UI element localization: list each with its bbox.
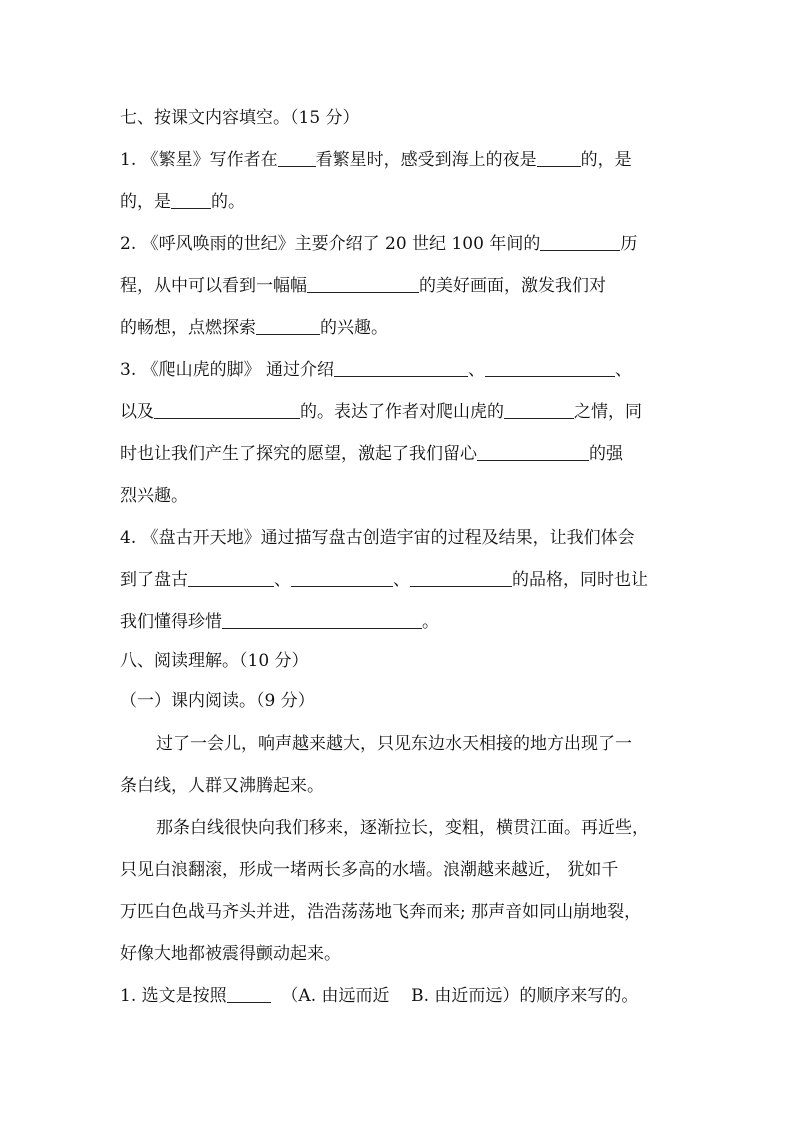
- section-7-title: 七、按课文内容填空。（15 分）: [120, 108, 360, 128]
- q4-text: 的品格，同时也让: [512, 570, 648, 590]
- reading-q1-blank[interactable]: [227, 984, 271, 1003]
- q3-line-2: [120, 399, 642, 425]
- q4-blank-1[interactable]: [188, 568, 274, 587]
- q4-line-2: [120, 567, 648, 593]
- passage-line: 过了一会儿，响声越来越大，只见东边水天相接的地方出现了一: [156, 734, 632, 754]
- q4-blank-4[interactable]: [222, 610, 422, 629]
- q4-text: 我们懂得珍惜: [120, 612, 222, 632]
- q2-line-1: [120, 231, 637, 257]
- reading-q1-text: （A. 由远而近 B. 由近而远）的顺序来写的。: [270, 986, 639, 1006]
- q4-text: 、: [393, 570, 410, 590]
- passage-line: 条白线，人群又沸腾起来。: [120, 776, 324, 796]
- q3-blank-5[interactable]: [477, 442, 589, 461]
- passage-line: 只见白浪翻滚，形成一堵两长多高的水墙。浪潮越来越近， 犹如千: [120, 860, 619, 880]
- q3-line-1: [120, 357, 632, 383]
- q1-text: 看繁星时，感受到海上的夜是: [315, 150, 537, 170]
- reading-q1: [120, 983, 638, 1009]
- section-8-title: 八、阅读理解。（10 分）: [120, 651, 309, 671]
- q3-line-3: [120, 441, 623, 467]
- q2-text: 的美好画面，激发我们对: [419, 276, 606, 296]
- q1-blank-3[interactable]: [171, 190, 211, 209]
- q3-blank-1[interactable]: [334, 358, 468, 377]
- q4-blank-3[interactable]: [410, 568, 512, 587]
- q3-text: 3. 《爬山虎的脚》 通过介绍: [120, 360, 335, 380]
- q1-text: 的，是: [580, 150, 632, 170]
- q3-text: 时也让我们产生了探究的愿望，激起了我们留心: [120, 444, 477, 464]
- q2-text: 2. 《呼风唤雨的世纪》主要介绍了 20 世纪 100 年间的: [120, 234, 541, 254]
- q1-text: 的，是: [120, 192, 171, 212]
- q1-blank-2[interactable]: [537, 148, 581, 167]
- passage-line: 万匹白色战马齐头并进，浩浩荡荡地飞奔而来; 那声音如同山崩地裂，: [120, 902, 642, 922]
- q2-text: 的畅想，点燃探索: [120, 318, 256, 338]
- q3-text: 、: [615, 360, 633, 380]
- q2-line-2: [120, 273, 606, 299]
- q3-blank-3[interactable]: [154, 400, 300, 419]
- q2-blank-1[interactable]: [540, 232, 620, 251]
- q4-text: 到了盘古: [120, 570, 188, 590]
- q2-text: 历: [620, 234, 638, 254]
- q2-blank-2[interactable]: [307, 274, 419, 293]
- q3-text: 的强: [589, 444, 623, 464]
- q4-text: 。: [422, 612, 439, 632]
- q3-text: 之情，同: [574, 402, 642, 422]
- q3-line-4: 烈兴趣。: [120, 486, 188, 506]
- q1-text: 1. 《繁星》写作者在: [120, 150, 278, 170]
- q3-blank-2[interactable]: [485, 358, 615, 377]
- q1-text: 的。: [211, 192, 245, 212]
- q2-blank-3[interactable]: [256, 316, 320, 335]
- q3-text: 以及: [120, 402, 154, 422]
- q4-blank-2[interactable]: [291, 568, 393, 587]
- passage-line: 好像大地都被震得颤动起来。: [120, 944, 341, 964]
- q1-line-2: [120, 189, 245, 215]
- q4-line-3: [120, 609, 439, 635]
- passage-line: 那条白线很快向我们移来，逐渐拉长，变粗，横贯江面。再近些，: [156, 818, 649, 838]
- q4-line-1: 4. 《盘古开天地》通过描写盘古创造宇宙的过程及结果，让我们体会: [120, 528, 635, 548]
- q3-text: 的。表达了作者对爬山虎的: [300, 402, 504, 422]
- q3-text: 、: [468, 360, 486, 380]
- q1-line-1: [120, 147, 632, 173]
- q2-line-3: [120, 315, 388, 341]
- q4-text: 、: [274, 570, 291, 590]
- q3-blank-4[interactable]: [504, 400, 574, 419]
- q2-text: 程，从中可以看到一幅幅: [120, 276, 307, 296]
- q2-text: 的兴趣。: [320, 318, 388, 338]
- subsection-title: （一）课内阅读。（9 分）: [120, 691, 315, 711]
- reading-q1-text: 1. 选文是按照: [120, 986, 227, 1006]
- q1-blank-1[interactable]: [278, 148, 316, 167]
